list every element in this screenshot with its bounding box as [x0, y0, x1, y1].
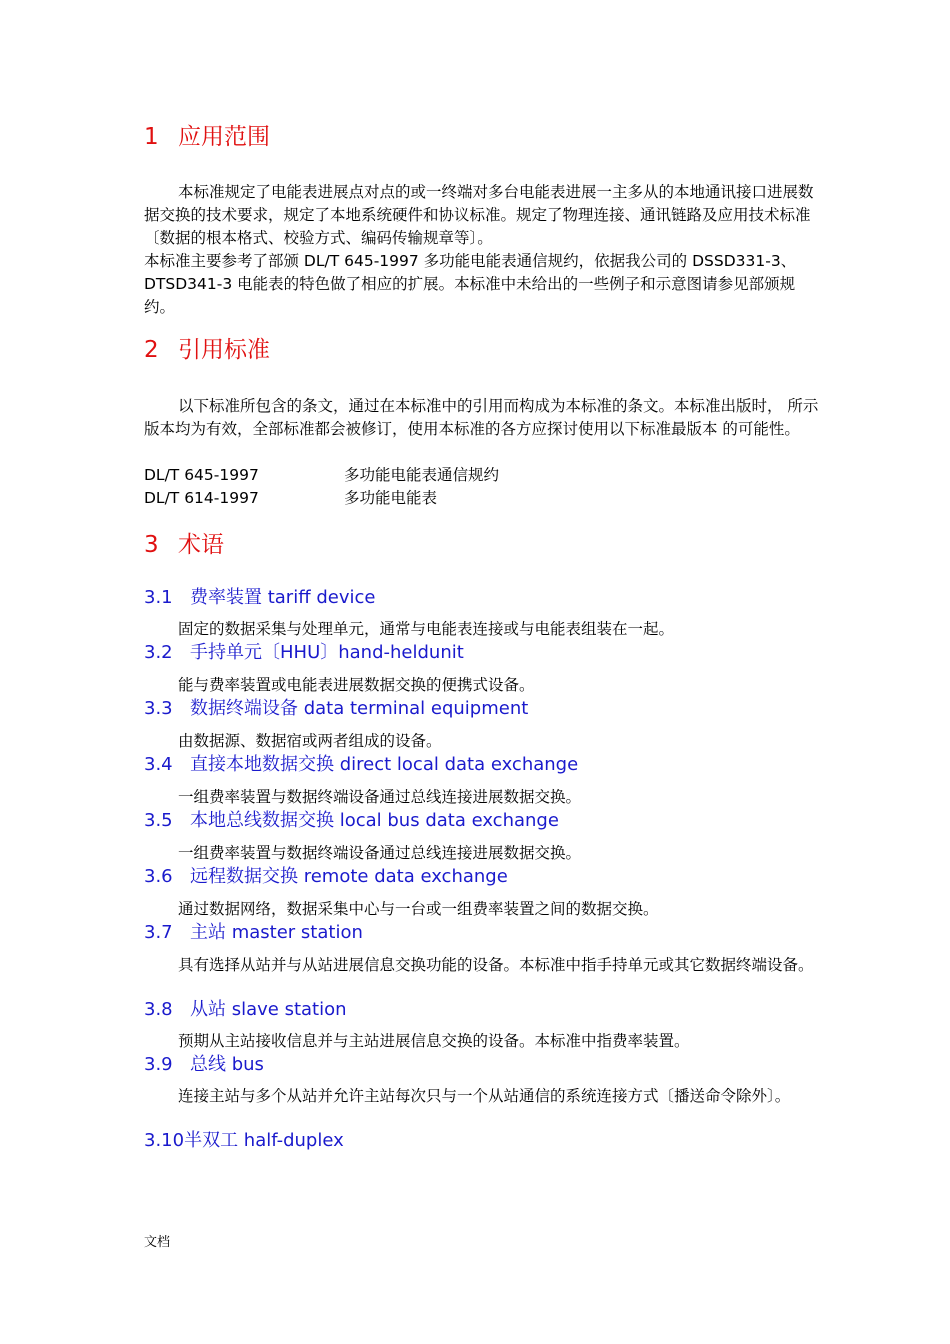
- section-1-paragraph-1: 本标准规定了电能表进展点对点的或一终端对多台电能表进展一主多从的本地通讯接口进展数据交换的技术要求，规定了本地系统硬件和协议标准。规定了物理连接、通讯链路及应用技术标准〔数据的根本格式、校验方式、编码传输规章等〕。: [144, 183, 814, 247]
- term-heading: [144, 865, 508, 889]
- section-title: 术语: [178, 532, 224, 558]
- term-heading: [144, 921, 363, 945]
- term-heading: [144, 809, 559, 833]
- term-title: 半双工 half-duplex: [184, 1130, 344, 1151]
- section-2-paragraph: 以下标准所包含的条文，通过在本标准中的引用而构成为本标准的条文。本标准出版时， 所示版本均为有效，全部标准都会被修订，使用本标准的各方应探讨使用以下标准最版本 的可能性。: [144, 397, 819, 438]
- term-number: 3.6: [144, 866, 173, 887]
- term-definition: 预期从主站接收信息并与主站进展信息交换的设备。本标准中指费率装置。: [178, 1032, 690, 1050]
- term-number: 3.5: [144, 810, 173, 831]
- reference-code: DL/T 614-1997: [144, 489, 259, 507]
- term-definition: 连接主站与多个从站并允许主站每次只与一个从站通信的系统连接方式〔播送命令除外〕。: [178, 1087, 791, 1105]
- term-title: 总线 bus: [190, 1054, 264, 1075]
- term-title: 手持单元〔HHU〕hand-heldunit: [190, 642, 464, 663]
- term-definition: 能与费率装置或电能表进展数据交换的便携式设备。: [178, 676, 535, 694]
- term-heading: [144, 697, 528, 721]
- term-definition: 固定的数据采集与处理单元，通常与电能表连接或与电能表组装在一起。: [178, 620, 675, 638]
- term-number: 3.3: [144, 698, 173, 719]
- reference-title: 多功能电能表: [344, 489, 438, 507]
- term-number: 3.4: [144, 754, 173, 775]
- term-title: 费率装置 tariff device: [190, 587, 376, 608]
- term-number: 3.7: [144, 922, 173, 943]
- term-title: 主站 master station: [190, 922, 363, 943]
- term-definition: 具有选择从站并与从站进展信息交换功能的设备。本标准中指手持单元或其它数据终端设备。: [178, 956, 814, 974]
- term-definition: 由数据源、数据宿或两者组成的设备。: [178, 732, 442, 750]
- term-title: 数据终端设备 data terminal equipment: [190, 698, 529, 719]
- term-title: 本地总线数据交换 local bus data exchange: [190, 810, 559, 831]
- term-number: 3.2: [144, 642, 173, 663]
- section-title: 引用标准: [178, 337, 270, 363]
- term-heading: [144, 1129, 344, 1153]
- term-number: 3.8: [144, 999, 173, 1020]
- term-heading: [144, 586, 375, 610]
- reference-title: 多功能电能表通信规约: [344, 466, 500, 484]
- term-definition: 一组费率装置与数据终端设备通过总线连接进展数据交换。: [178, 844, 582, 862]
- section-1-paragraph-2: 本标准主要参考了部颁 DL/T 645-1997 多功能电能表通信规约，依据我公司的 DSSD331-3、DTSD341-3 电能表的特色做了相应的扩展。本标准中未给出的一些例子和示意图请参见部颁规约。: [144, 252, 797, 316]
- section-number: 3: [144, 532, 159, 558]
- section-1-heading: [144, 122, 270, 152]
- term-title: 直接本地数据交换 direct local data exchange: [190, 754, 579, 775]
- section-number: 1: [144, 124, 159, 150]
- term-heading: [144, 641, 464, 665]
- term-number: 3.9: [144, 1054, 173, 1075]
- term-title: 从站 slave station: [190, 999, 347, 1020]
- term-heading: [144, 998, 347, 1022]
- page-footer: 文档: [144, 1235, 171, 1250]
- term-heading: [144, 753, 578, 777]
- term-title: 远程数据交换 remote data exchange: [190, 866, 508, 887]
- section-3-heading: [144, 530, 224, 560]
- section-2-heading: [144, 335, 270, 365]
- term-number: 3.10: [144, 1130, 185, 1151]
- reference-code: DL/T 645-1997: [144, 466, 259, 484]
- term-definition: 一组费率装置与数据终端设备通过总线连接进展数据交换。: [178, 788, 582, 806]
- term-heading: [144, 1053, 264, 1077]
- term-number: 3.1: [144, 587, 173, 608]
- section-number: 2: [144, 337, 159, 363]
- term-definition: 通过数据网络，数据采集中心与一台或一组费率装置之间的数据交换。: [178, 900, 659, 918]
- section-title: 应用范围: [178, 124, 270, 150]
